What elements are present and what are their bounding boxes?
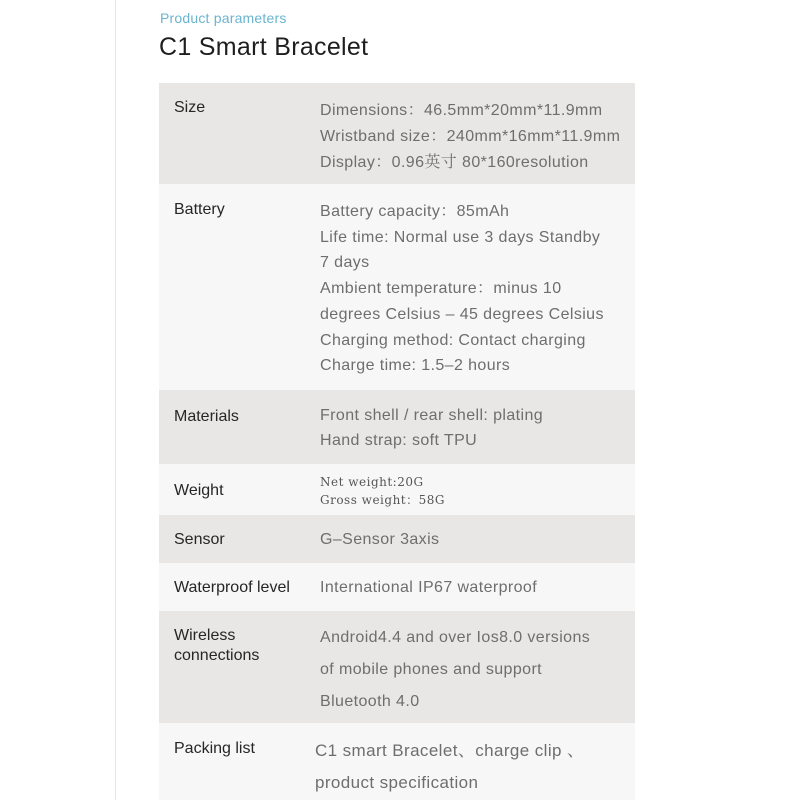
spec-value-line: International IP67 waterproof (320, 579, 538, 596)
spec-value-line: Android4.4 and over Ios8.0 versions (320, 629, 591, 646)
spec-value-line: of mobile phones and support (320, 661, 543, 678)
spec-value-sensor (320, 529, 439, 551)
spec-row-sensor (159, 515, 635, 563)
left-divider-line (115, 0, 116, 800)
spec-row-wireless (159, 611, 635, 723)
spec-value-line: Dimensions：46.5mm*20mm*11.9mm (320, 102, 603, 119)
spec-value-materials (320, 403, 543, 453)
page-title: C1 Smart Bracelet (159, 33, 369, 61)
spec-value-battery (320, 199, 604, 379)
spec-value-line: C1 smart Bracelet、charge clip 、 (315, 741, 585, 760)
spec-value-line: product specification (315, 773, 479, 792)
spec-value-size (320, 98, 620, 176)
spec-row-packing (159, 723, 635, 800)
spec-label-line: connections (174, 647, 260, 664)
spec-row-size (159, 83, 635, 184)
spec-value-line: Net weight:20G (320, 475, 424, 489)
spec-value-line: Ambient temperature：minus 10 (320, 280, 562, 298)
spec-value-line: Charge time: 1.5–2 hours (320, 357, 511, 375)
spec-value-line: Front shell / rear shell: plating (320, 407, 544, 424)
spec-value-line: degrees Celsius – 45 degrees Celsius (320, 305, 604, 323)
spec-value-wireless (320, 622, 590, 718)
spec-value-line: 7 days (320, 254, 370, 272)
spec-label-line: Wireless (174, 627, 236, 644)
spec-row-weight (159, 464, 635, 515)
spec-value-line: Hand strap: soft TPU (320, 432, 478, 449)
spec-row-waterproof (159, 563, 635, 611)
spec-row-materials (159, 390, 635, 464)
spec-label-materials: Materials (174, 408, 239, 425)
spec-value-line: Gross weight：58G (320, 493, 445, 507)
spec-label-waterproof: Waterproof level (174, 579, 290, 596)
spec-label-size: Size (174, 99, 206, 116)
spec-label-sensor: Sensor (174, 531, 225, 548)
spec-label-weight: Weight (174, 482, 224, 499)
spec-value-line: G–Sensor 3axis (320, 531, 440, 548)
spec-value-line: Life time: Normal use 3 days Standby (320, 228, 601, 246)
spec-value-line: Bluetooth 4.0 (320, 693, 420, 710)
section-label: Product parameters (160, 10, 287, 26)
spec-value-waterproof (320, 577, 537, 599)
spec-label-packing: Packing list (174, 740, 255, 757)
spec-row-battery (159, 184, 635, 390)
spec-value-line: Wristband size：240mm*16mm*11.9mm (320, 128, 621, 145)
spec-label-wireless (174, 626, 259, 666)
spec-value-line: Display：0.96英寸 80*160resolution (320, 154, 589, 171)
spec-value-packing (315, 735, 584, 799)
spec-table (159, 83, 635, 800)
spec-value-line: Charging method: Contact charging (320, 331, 586, 349)
spec-value-line: Battery capacity：85mAh (320, 203, 510, 220)
spec-value-weight (320, 473, 445, 509)
spec-label-battery: Battery (174, 201, 225, 218)
